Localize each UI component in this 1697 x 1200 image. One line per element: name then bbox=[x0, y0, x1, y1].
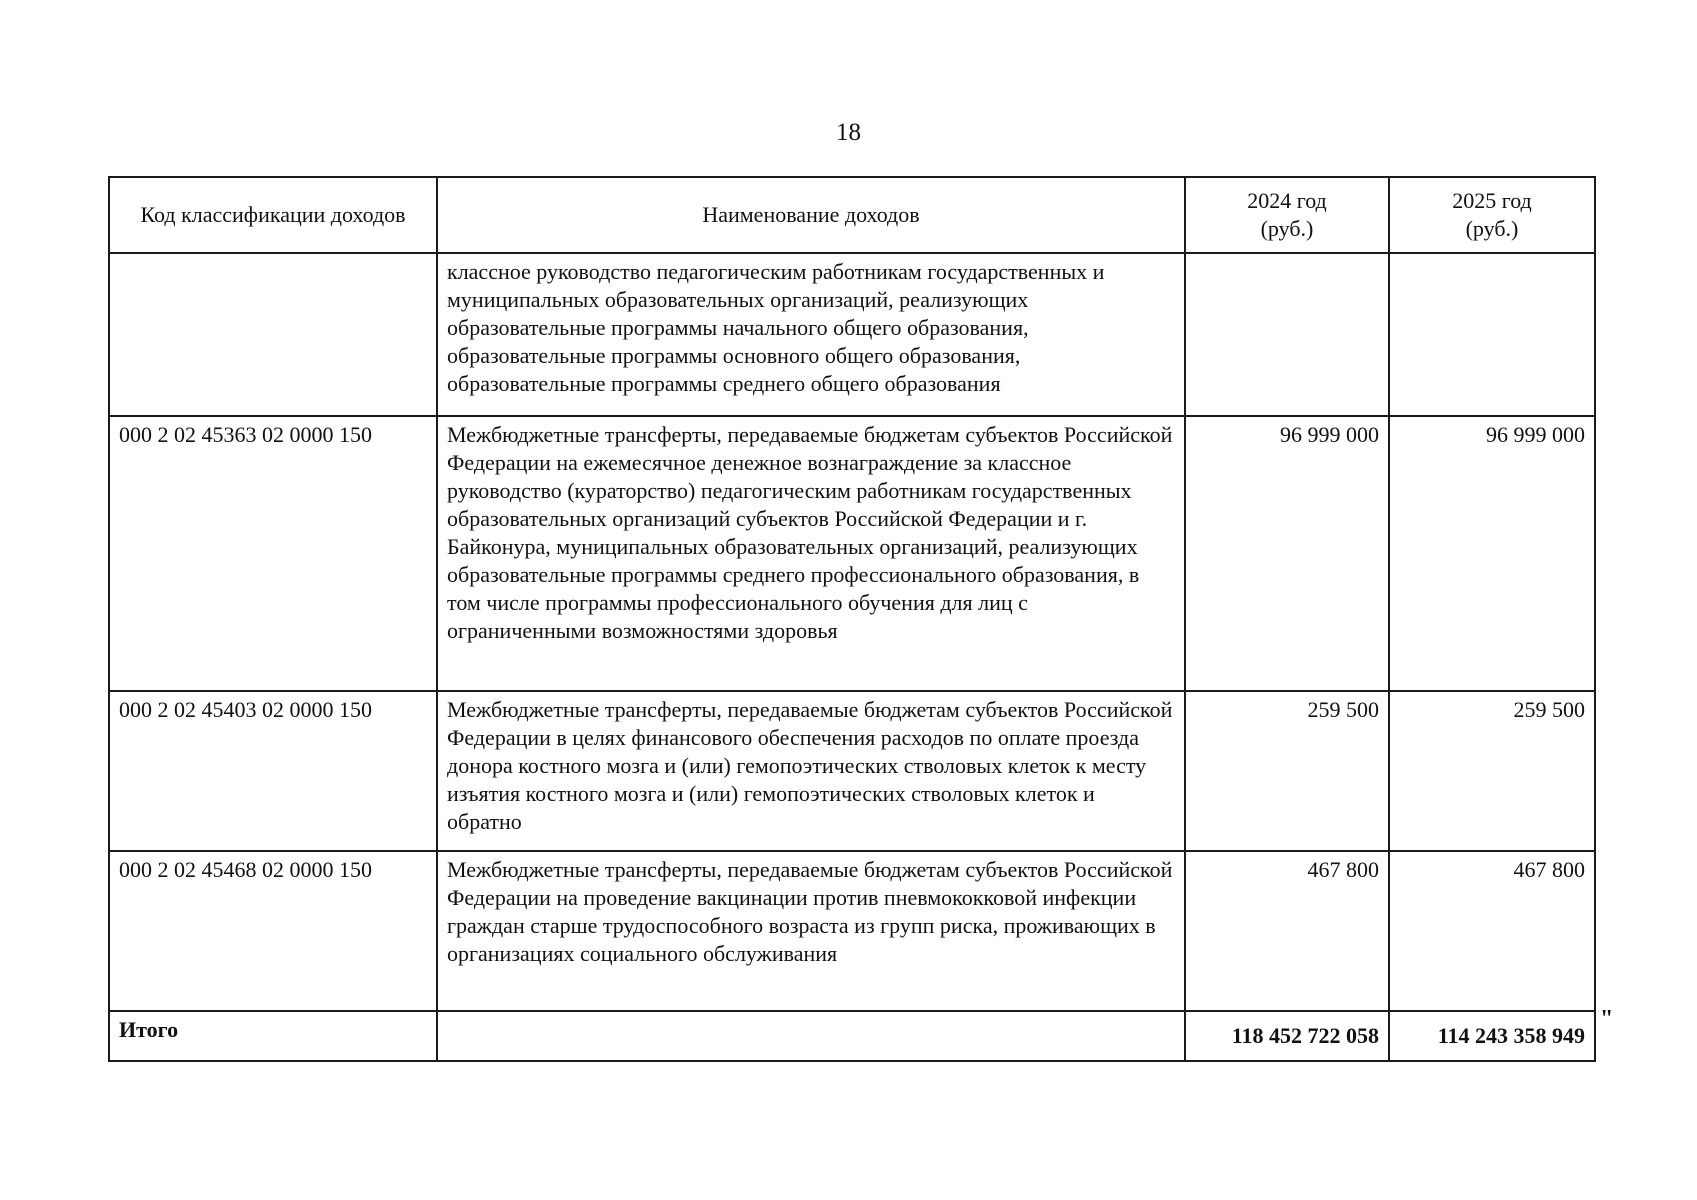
row-amount-2025 bbox=[1389, 253, 1595, 416]
table-row bbox=[109, 851, 1595, 1011]
row-amount-2024: 259 500 bbox=[1185, 691, 1389, 851]
page-number: 18 bbox=[836, 119, 861, 146]
row-amount-2025: 96 999 000 bbox=[1389, 416, 1595, 691]
row-amount-2025: 467 800 bbox=[1389, 851, 1595, 1011]
row-code: 000 2 02 45363 02 0000 150 bbox=[109, 416, 437, 691]
total-amount-2025: 114 243 358 949 bbox=[1389, 1011, 1595, 1061]
row-name: классное руководство педагогическим работникам государственных и муниципальных образовательных организаций, реализующих образовательные программы начального общего образования, образовательные программы основного общего образования, образовательные программы среднего общего образования bbox=[437, 253, 1185, 416]
table-row bbox=[109, 253, 1595, 416]
row-code: 000 2 02 45468 02 0000 150 bbox=[109, 851, 437, 1011]
total-name bbox=[437, 1011, 1185, 1061]
header-year-2025-label: 2025 год bbox=[1452, 188, 1532, 213]
header-year-2025 bbox=[1389, 177, 1595, 253]
income-table bbox=[108, 176, 1596, 1062]
header-year-2024-label: 2024 год bbox=[1247, 188, 1327, 213]
row-name: Межбюджетные трансферты, передаваемые бюджетам субъектов Российской Федерации на ежемесячное денежное вознаграждение за классное руководство (кураторство) педагогическим работникам государственных образовательных организаций субъектов Российской Федерации и г. Байконура, муниципальных образовательных организаций, реализующих образовательные программы среднего профессионального образования, в том числе программы профессионального обучения для лиц с ограниченными возможностями здоровья bbox=[437, 416, 1185, 691]
row-amount-2024 bbox=[1185, 253, 1389, 416]
table-header bbox=[109, 177, 1595, 253]
row-amount-2025: 259 500 bbox=[1389, 691, 1595, 851]
row-code: 000 2 02 45403 02 0000 150 bbox=[109, 691, 437, 851]
table-row bbox=[109, 691, 1595, 851]
header-year-2025-unit: (руб.) bbox=[1465, 216, 1519, 241]
row-amount-2024: 467 800 bbox=[1185, 851, 1389, 1011]
header-name: Наименование доходов bbox=[437, 177, 1185, 253]
table-row bbox=[109, 416, 1595, 691]
row-amount-2024: 96 999 000 bbox=[1185, 416, 1389, 691]
total-amount-2024: 118 452 722 058 bbox=[1185, 1011, 1389, 1061]
header-year-2024 bbox=[1185, 177, 1389, 253]
row-name: Межбюджетные трансферты, передаваемые бюджетам субъектов Российской Федерации в целях финансового обеспечения расходов по оплате проезда донора костного мозга и (или) гемопоэтических стволовых клеток к месту изъятия костного мозга и (или) гемопоэтических стволовых клеток и обратно bbox=[437, 691, 1185, 851]
total-row bbox=[109, 1011, 1595, 1061]
table-body bbox=[109, 253, 1595, 1061]
header-row bbox=[109, 177, 1595, 253]
header-code: Код классификации доходов bbox=[109, 177, 437, 253]
total-label: Итого bbox=[109, 1011, 437, 1061]
header-year-2024-unit: (руб.) bbox=[1260, 216, 1314, 241]
row-code bbox=[109, 253, 437, 416]
row-name: Межбюджетные трансферты, передаваемые бюджетам субъектов Российской Федерации на проведение вакцинации против пневмококковой инфекции граждан старше трудоспособного возраста из групп риска, проживающих в организациях социального обслуживания bbox=[437, 851, 1185, 1011]
closing-quote: " bbox=[1600, 1006, 1614, 1032]
